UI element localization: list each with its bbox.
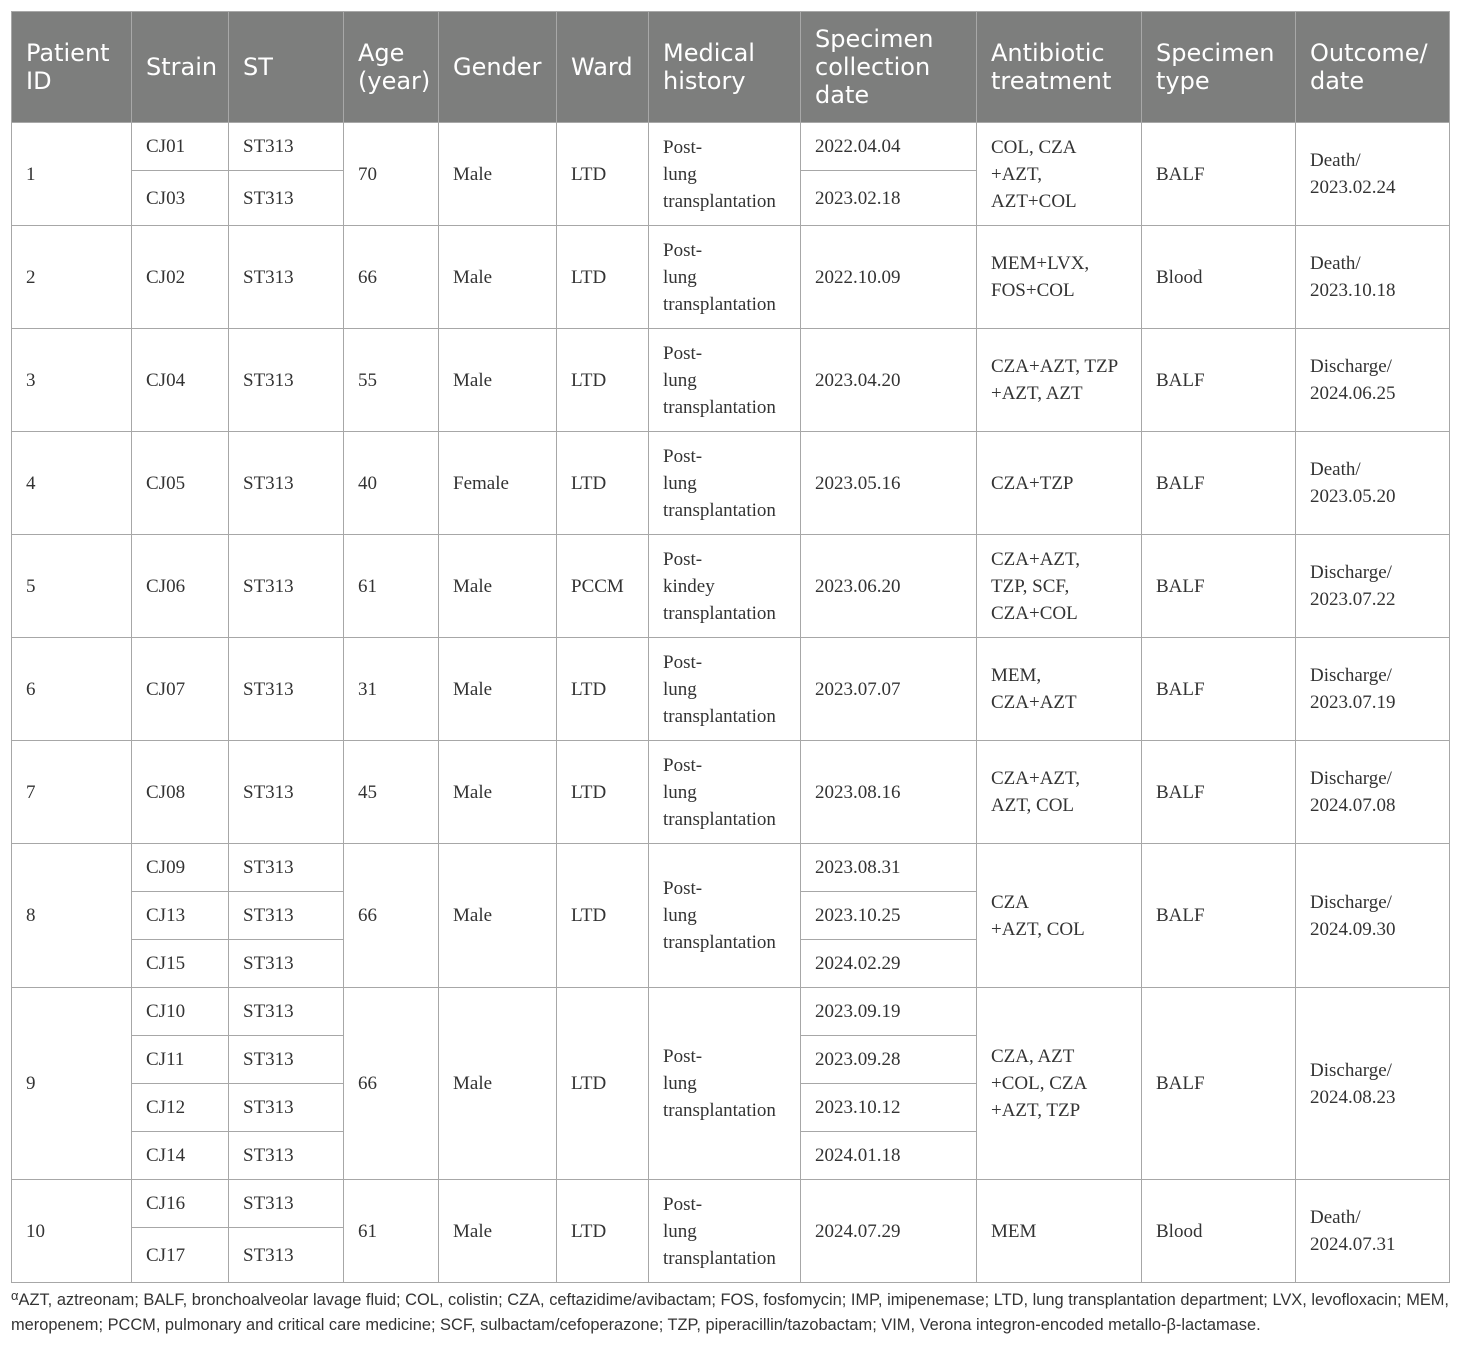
outcome-cell: Death/ 2024.07.31 [1296, 1180, 1450, 1283]
ward-cell: LTD [557, 741, 649, 844]
strain-cell: CJ15 [132, 940, 229, 988]
medical-history-cell: Post- lung transplantation [649, 988, 801, 1180]
ward-cell: LTD [557, 988, 649, 1180]
antibiotic-treatment-cell: CZA+AZT, TZP +AZT, AZT [977, 329, 1142, 432]
header-specimen-type: Specimen type [1142, 12, 1296, 123]
strain-cell: CJ14 [132, 1132, 229, 1180]
header-collection-date: Specimen collection date [801, 12, 977, 123]
st-cell: ST313 [229, 535, 344, 638]
strain-cell: CJ07 [132, 638, 229, 741]
specimen-type-cell: BALF [1142, 988, 1296, 1180]
patient-id-cell: 7 [12, 741, 132, 844]
collection-date-cell: 2023.09.19 [801, 988, 977, 1036]
header-patient-id: Patient ID [12, 12, 132, 123]
medical-history-cell: Post- lung transplantation [649, 123, 801, 226]
collection-date-cell: 2023.07.07 [801, 638, 977, 741]
table-row [12, 741, 1450, 844]
gender-cell: Male [439, 226, 557, 329]
antibiotic-treatment-cell: COL, CZA +AZT, AZT+COL [977, 123, 1142, 226]
gender-cell: Male [439, 123, 557, 226]
table-row [12, 638, 1450, 741]
header-row [12, 12, 1450, 123]
patient-strain-table [11, 11, 1450, 1283]
collection-date-cell: 2022.04.04 [801, 123, 977, 171]
st-cell: ST313 [229, 432, 344, 535]
medical-history-cell: Post- lung transplantation [649, 432, 801, 535]
outcome-cell: Death/ 2023.10.18 [1296, 226, 1450, 329]
outcome-cell: Discharge/ 2024.06.25 [1296, 329, 1450, 432]
table-container [11, 11, 1449, 1283]
header-age: Age (year) [344, 12, 439, 123]
patient-id-cell: 5 [12, 535, 132, 638]
strain-cell: CJ10 [132, 988, 229, 1036]
st-cell: ST313 [229, 988, 344, 1036]
specimen-type-cell: BALF [1142, 638, 1296, 741]
strain-cell: CJ03 [132, 171, 229, 226]
patient-id-cell: 1 [12, 123, 132, 226]
gender-cell: Female [439, 432, 557, 535]
collection-date-cell: 2024.02.29 [801, 940, 977, 988]
patient-id-cell: 10 [12, 1180, 132, 1283]
medical-history-cell: Post- lung transplantation [649, 638, 801, 741]
gender-cell: Male [439, 535, 557, 638]
patient-id-cell: 9 [12, 988, 132, 1180]
st-cell: ST313 [229, 844, 344, 892]
strain-cell: CJ09 [132, 844, 229, 892]
outcome-cell: Discharge/ 2023.07.22 [1296, 535, 1450, 638]
ward-cell: LTD [557, 432, 649, 535]
ward-cell: LTD [557, 844, 649, 988]
outcome-cell: Death/ 2023.05.20 [1296, 432, 1450, 535]
ward-cell: LTD [557, 226, 649, 329]
st-cell: ST313 [229, 1132, 344, 1180]
strain-cell: CJ13 [132, 892, 229, 940]
ward-cell: PCCM [557, 535, 649, 638]
age-cell: 70 [344, 123, 439, 226]
age-cell: 66 [344, 844, 439, 988]
st-cell: ST313 [229, 123, 344, 171]
gender-cell: Male [439, 1180, 557, 1283]
collection-date-cell: 2023.05.16 [801, 432, 977, 535]
collection-date-cell: 2023.08.31 [801, 844, 977, 892]
header-medical-history: Medical history [649, 12, 801, 123]
collection-date-cell: 2022.10.09 [801, 226, 977, 329]
medical-history-cell: Post- lung transplantation [649, 1180, 801, 1283]
strain-cell: CJ06 [132, 535, 229, 638]
collection-date-cell: 2023.08.16 [801, 741, 977, 844]
footnote [11, 1288, 1449, 1338]
collection-date-cell: 2023.04.20 [801, 329, 977, 432]
medical-history-cell: Post- lung transplantation [649, 329, 801, 432]
specimen-type-cell: BALF [1142, 123, 1296, 226]
strain-cell: CJ01 [132, 123, 229, 171]
collection-date-cell: 2023.06.20 [801, 535, 977, 638]
antibiotic-treatment-cell: CZA, AZT +COL, CZA +AZT, TZP [977, 988, 1142, 1180]
outcome-cell: Discharge/ 2024.09.30 [1296, 844, 1450, 988]
specimen-type-cell: BALF [1142, 741, 1296, 844]
medical-history-cell: Post- lung transplantation [649, 844, 801, 988]
strain-cell: CJ12 [132, 1084, 229, 1132]
age-cell: 61 [344, 535, 439, 638]
patient-id-cell: 3 [12, 329, 132, 432]
table-row [12, 226, 1450, 329]
gender-cell: Male [439, 638, 557, 741]
st-cell: ST313 [229, 329, 344, 432]
header-antibiotic-treatment: Antibiotic treatment [977, 12, 1142, 123]
footnote-text: AZT, aztreonam; BALF, bronchoalveolar lavage fluid; COL, colistin; CZA, ceftazidime/avibactam; FOS, fosfomycin; IMP, imipenemase; LTD, lung transplantation department; LVX, levofloxacin; MEM, meropenem; PCCM, pulmonary and critical care medicine; SCF, sulbactam/cefoperazone; TZP, piperacillin/tazobactam; VIM, Verona integron-encoded metallo-β-lactamase. [11, 1291, 1449, 1334]
st-cell: ST313 [229, 1036, 344, 1084]
st-cell: ST313 [229, 892, 344, 940]
st-cell: ST313 [229, 741, 344, 844]
gender-cell: Male [439, 329, 557, 432]
st-cell: ST313 [229, 171, 344, 226]
antibiotic-treatment-cell: MEM [977, 1180, 1142, 1283]
patient-id-cell: 6 [12, 638, 132, 741]
age-cell: 66 [344, 988, 439, 1180]
st-cell: ST313 [229, 226, 344, 329]
st-cell: ST313 [229, 1180, 344, 1228]
strain-cell: CJ04 [132, 329, 229, 432]
table-row [12, 535, 1450, 638]
table-row [12, 432, 1450, 535]
medical-history-cell: Post- lung transplantation [649, 741, 801, 844]
specimen-type-cell: BALF [1142, 432, 1296, 535]
patient-id-cell: 2 [12, 226, 132, 329]
st-cell: ST313 [229, 1228, 344, 1283]
antibiotic-treatment-cell: CZA+AZT, TZP, SCF, CZA+COL [977, 535, 1142, 638]
antibiotic-treatment-cell: MEM, CZA+AZT [977, 638, 1142, 741]
outcome-cell: Death/ 2023.02.24 [1296, 123, 1450, 226]
header-outcome-date: Outcome/ date [1296, 12, 1450, 123]
strain-cell: CJ16 [132, 1180, 229, 1228]
table-row [12, 329, 1450, 432]
outcome-cell: Discharge/ 2024.07.08 [1296, 741, 1450, 844]
header-st: ST [229, 12, 344, 123]
age-cell: 66 [344, 226, 439, 329]
antibiotic-treatment-cell: CZA+AZT, AZT, COL [977, 741, 1142, 844]
patient-id-cell: 8 [12, 844, 132, 988]
st-cell: ST313 [229, 940, 344, 988]
table-row [12, 988, 1450, 1036]
medical-history-cell: Post- lung transplantation [649, 226, 801, 329]
collection-date-cell: 2023.09.28 [801, 1036, 977, 1084]
collection-date-cell: 2024.01.18 [801, 1132, 977, 1180]
specimen-type-cell: BALF [1142, 329, 1296, 432]
age-cell: 61 [344, 1180, 439, 1283]
outcome-cell: Discharge/ 2024.08.23 [1296, 988, 1450, 1180]
footnote-marker: α [11, 1288, 19, 1303]
strain-cell: CJ05 [132, 432, 229, 535]
antibiotic-treatment-cell: CZA +AZT, COL [977, 844, 1142, 988]
gender-cell: Male [439, 741, 557, 844]
antibiotic-treatment-cell: CZA+TZP [977, 432, 1142, 535]
patient-id-cell: 4 [12, 432, 132, 535]
ward-cell: LTD [557, 638, 649, 741]
header-ward: Ward [557, 12, 649, 123]
age-cell: 31 [344, 638, 439, 741]
table-row [12, 844, 1450, 892]
collection-date-cell: 2023.10.12 [801, 1084, 977, 1132]
age-cell: 45 [344, 741, 439, 844]
table-body [12, 123, 1450, 1283]
medical-history-cell: Post- kindey transplantation [649, 535, 801, 638]
specimen-type-cell: BALF [1142, 844, 1296, 988]
header-gender: Gender [439, 12, 557, 123]
age-cell: 55 [344, 329, 439, 432]
strain-cell: CJ08 [132, 741, 229, 844]
antibiotic-treatment-cell: MEM+LVX, FOS+COL [977, 226, 1142, 329]
table-row [12, 123, 1450, 171]
collection-date-cell: 2023.10.25 [801, 892, 977, 940]
table-row [12, 1180, 1450, 1228]
specimen-type-cell: Blood [1142, 226, 1296, 329]
gender-cell: Male [439, 844, 557, 988]
specimen-type-cell: BALF [1142, 535, 1296, 638]
st-cell: ST313 [229, 1084, 344, 1132]
age-cell: 40 [344, 432, 439, 535]
specimen-type-cell: Blood [1142, 1180, 1296, 1283]
ward-cell: LTD [557, 1180, 649, 1283]
strain-cell: CJ17 [132, 1228, 229, 1283]
gender-cell: Male [439, 988, 557, 1180]
ward-cell: LTD [557, 329, 649, 432]
st-cell: ST313 [229, 638, 344, 741]
header-strain: Strain [132, 12, 229, 123]
ward-cell: LTD [557, 123, 649, 226]
strain-cell: CJ11 [132, 1036, 229, 1084]
strain-cell: CJ02 [132, 226, 229, 329]
collection-date-cell: 2024.07.29 [801, 1180, 977, 1283]
outcome-cell: Discharge/ 2023.07.19 [1296, 638, 1450, 741]
collection-date-cell: 2023.02.18 [801, 171, 977, 226]
